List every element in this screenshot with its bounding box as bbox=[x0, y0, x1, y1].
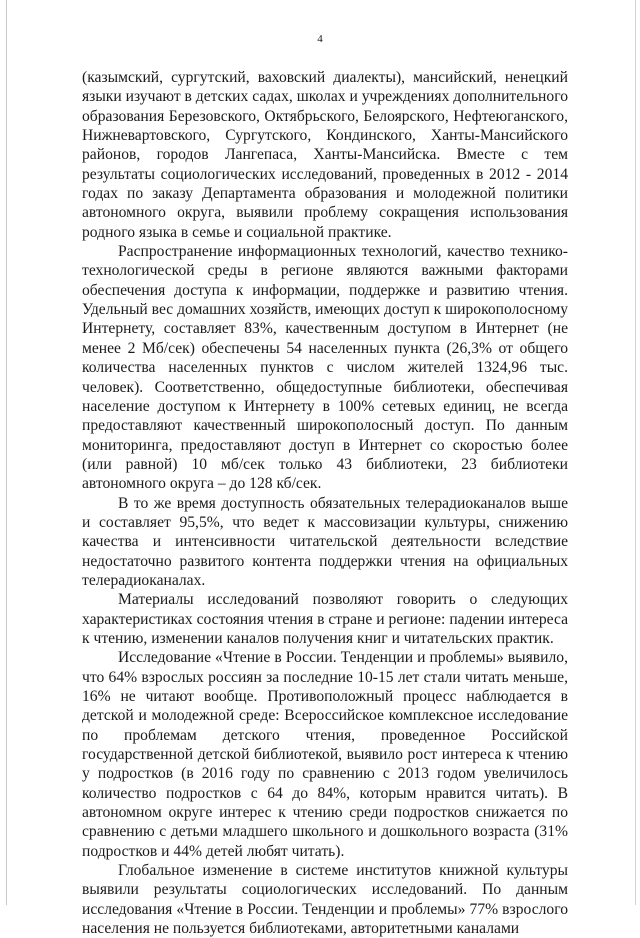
paragraph-book-culture: Глобальное изменение в системе институтов книжной культуры выявили результаты социологических исследований. По данным исследования «Чтение в России. Тенденции и проблемы» 77% взрослого населения не пользуется библиотеками, авторитетными каналами bbox=[82, 862, 568, 938]
paragraph-reading-research: Исследование «Чтение в России. Тенденции и проблемы» выявило, что 64% взрослых россиян за последние 10-15 лет стали читать меньше, 16% не читают вообще. Противоположный процесс наблюдается в детской и молодежной среде: Всероссийское комплексное исследование по проблемам детского чтения, проведенное Российской государственной детской библиотекой, выявило рост интереса к чтению у подростков (в 2016 году по сравнению с 2013 годом увеличилось количество подростков с 64 до 84%, которым нравится читать). В автономном округе интерес к чтению среди подростков снижается по сравнению с детьми младшего школьного и дошкольного возраста (31% подростков и 44% детей любят читать). bbox=[82, 649, 568, 860]
paragraph-language-education: (казымский, сургутский, ваховский диалекты), мансийский, ненецкий языки изучают в детских садах, школах и учреждениях дополнительного образования Березовского, Октябрьского, Белоярского, Нефтеюганского, Нижневартовского, Сургутского, Кондинского, Ханты-Мансийского районов, городов Лангепаса, Ханты-Мансийска. Вместе с тем результаты социологических исследований, проведенных в 2012 - 2014 годах по заказу Департамента образования и молодежной политики автономного округа, выявили проблему сокращения использования родного языка в семье и социальной практике. bbox=[82, 69, 568, 241]
paragraph-tv-radio-channels: В то же время доступность обязательных телерадиоканалов выше и составляет 95,5%, что ведет к массовизации культуры, снижению качества и интенсивности читательской деятельности вследствие недостаточно развитого контента поддержки чтения на официальных телерадиоканалах. bbox=[82, 494, 568, 589]
document-body bbox=[82, 68, 568, 938]
paragraph-reading-state: Материалы исследований позволяют говорить о следующих характеристиках состояния чтения в стране и регионе: падении интереса к чтению, изменении каналов получения книг и читательских практик. bbox=[82, 591, 568, 647]
scan-edge-right bbox=[635, 0, 636, 905]
page-number: 4 bbox=[317, 33, 323, 45]
paragraph-information-technology: Распространение информационных технологий, качество технико-технологической среды в регионе являются важными факторами обеспечения доступа к информации, поддержке и развитию чтения. Удельный вес домашних хозяйств, имеющих доступ к широкополосному Интернету, составляет 83%, качественным доступом в Интернет (не менее 2 Мб/сек) обеспечены 54 населенных пункта (26,3% от общего количества населенных пунктов с числом жителей 1324,96 тыс. человек). Соответственно, общедоступные библиотеки, обеспечивая население доступом к Интернету в 100% сетевых единиц, не всегда предоставляют качественный широкополосный доступ. По данным мониторинга, предоставляют доступ в Интернет со скоростью более (или равной) 10 мб/сек только 43 библиотеки, 23 библиотеки автономного округа – до 128 кб/сек. bbox=[82, 243, 569, 493]
scan-edge-left bbox=[6, 0, 7, 905]
